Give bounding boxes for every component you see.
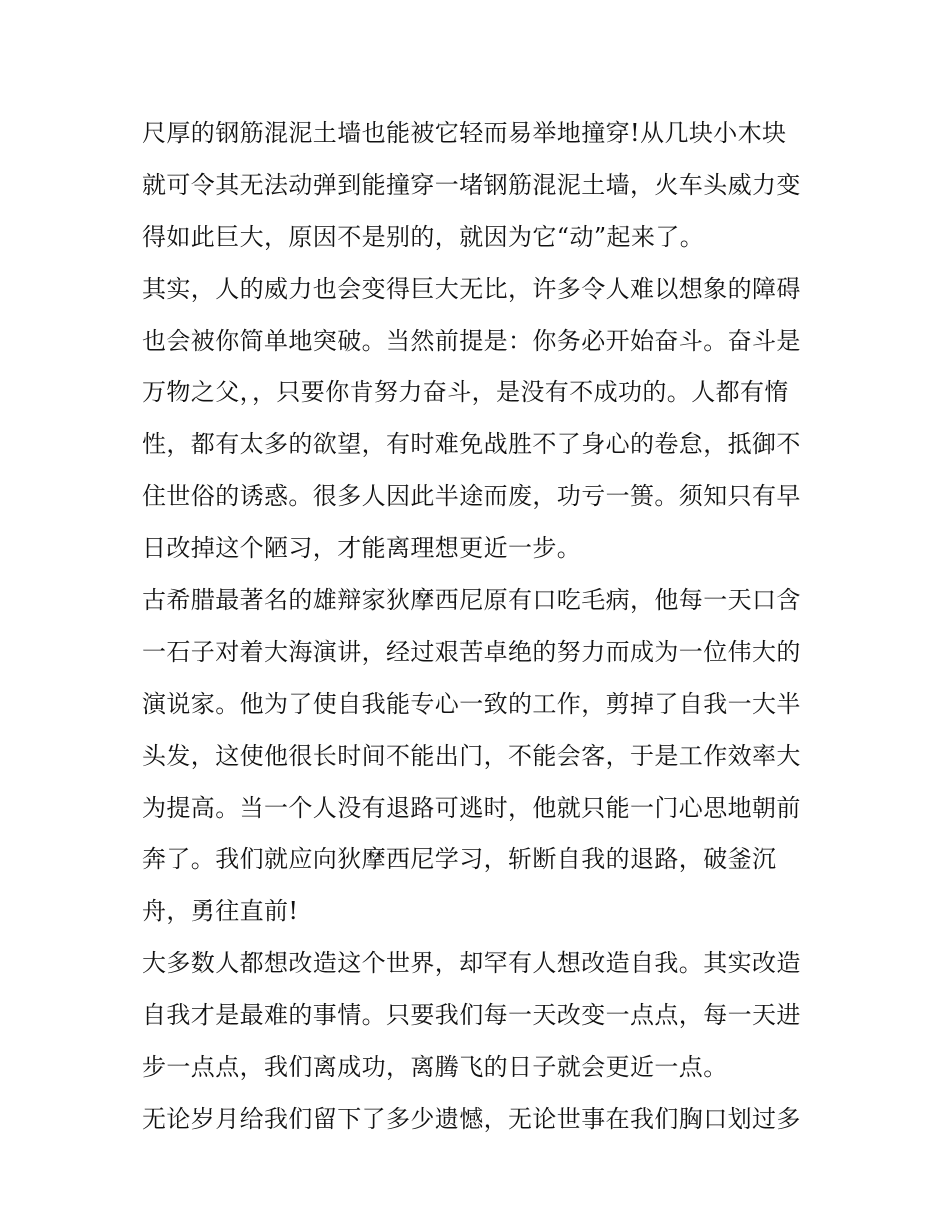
text-line: 得如此巨大，原因不是别的，就因为它“动”起来了。 — [142, 222, 705, 251]
paragraph-2 — [142, 264, 822, 575]
text-line: 也会被你简单地突破。当然前提是：你务必开始奋斗。奋斗是 — [142, 326, 801, 355]
text-line: 性，都有太多的欲望，有时难免战胜不了身心的卷怠，抵御不 — [142, 430, 801, 459]
text-line: 尺厚的钢筋混泥土墙也能被它轻而易举地撞穿!从几块小木块 — [142, 119, 787, 147]
text-line: 为提高。当一个人没有退路可逃时，他就只能一门心思地朝前 — [142, 793, 801, 822]
document-body — [142, 108, 822, 1146]
text-line: 万物之父，，只要你肯努力奋斗，是没有不成功的。人都有惰 — [142, 378, 789, 407]
paragraph-5 — [142, 1094, 822, 1146]
text-line: 无论岁月给我们留下了多少遗憾，无论世事在我们胸口划过多 — [142, 1104, 801, 1133]
text-line: 古希腊最著名的雄辩家狄摩西尼原有口吃毛病，他每一天口含 — [142, 586, 801, 615]
text-line: 大多数人都想改造这个世界，却罕有人想改造自我。其实改造 — [142, 949, 801, 978]
paragraph-1 — [142, 108, 822, 264]
text-line: 自我才是最难的事情。只要我们每一天改变一点点，每一天进 — [142, 1001, 801, 1030]
text-line: 演说家。他为了使自我能专心一致的工作，剪掉了自我一大半 — [142, 689, 801, 718]
text-line: 其实，人的威力也会变得巨大无比，许多令人难以想象的障碍 — [142, 274, 801, 303]
text-line: 舟，勇往直前! — [142, 897, 299, 926]
text-line: 住世俗的诱惑。很多人因此半途而废，功亏一篑。须知只有早 — [142, 482, 801, 511]
text-line: 步一点点，我们离成功，离腾飞的日子就会更近一点。 — [142, 1053, 728, 1082]
paragraph-3 — [142, 575, 822, 938]
text-line: 就可令其无法动弹到能撞穿一堵钢筋混泥土墙，火车头威力变 — [142, 170, 801, 199]
text-line: 一石子对着大海演讲，经过艰苦卓绝的努力而成为一位伟大的 — [142, 637, 801, 666]
paragraph-4 — [142, 938, 822, 1094]
text-line: 日改掉这个陋习，才能离理想更近一步。 — [142, 534, 582, 563]
text-line: 头发，这使他很长时间不能出门，不能会客，于是工作效率大 — [142, 741, 801, 770]
text-line: 奔了。我们就应向狄摩西尼学习，斩断自我的退路，破釜沉 — [142, 845, 777, 874]
